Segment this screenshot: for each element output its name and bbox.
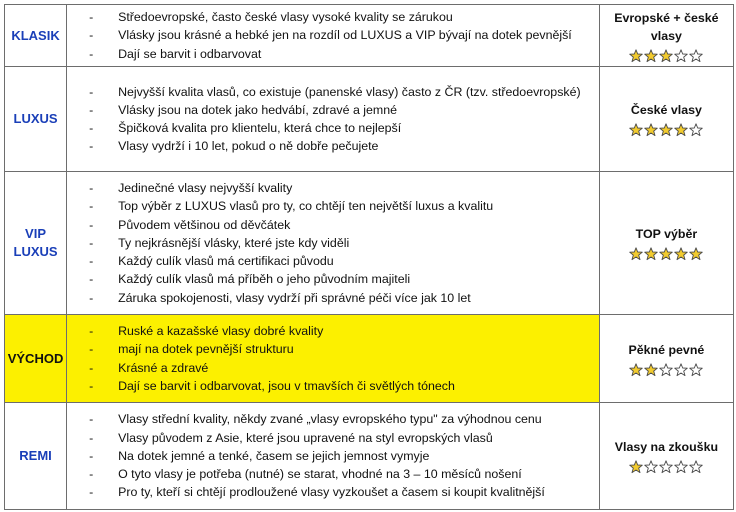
bullet-item: - mají na dotek pevnější strukturu [89, 340, 599, 358]
rating-label: Evropské + české vlasy [614, 10, 719, 43]
star-filled-icon [629, 49, 643, 63]
star-filled-icon [674, 123, 688, 137]
rating-cell [599, 403, 733, 510]
rating-cell [599, 67, 733, 172]
star-empty-icon [674, 49, 688, 63]
bullet-item: - Top výběr z LUXUS vlasů pro ty, co chtějí ten největší luxus a kvalitu [89, 197, 599, 215]
star-rating [600, 460, 733, 474]
grade-name: KLASIK [5, 5, 67, 67]
grade-name: REMI [5, 403, 67, 510]
bullet-item: - Dají se barvit i odbarvovat [89, 45, 599, 63]
bullet-list [89, 179, 599, 306]
grade-name: LUXUS [5, 67, 67, 172]
bullet-item: - Nejvyšší kvalita vlasů, co existuje (panenské vlasy) často z ČR (tzv. středoevropské) [89, 83, 599, 101]
star-empty-icon [689, 49, 703, 63]
star-empty-icon [689, 363, 703, 377]
star-filled-icon [659, 123, 673, 137]
star-filled-icon [689, 247, 703, 261]
star-rating [600, 123, 733, 137]
grade-name-text: VIP LUXUS [13, 226, 58, 259]
bullet-item: - Záruka spokojenosti, vlasy vydrží při správné péči více jak 10 let [89, 289, 599, 307]
star-empty-icon [674, 460, 688, 474]
bullet-item: - Každý culík vlasů má certifikaci původu [89, 252, 599, 270]
row-klasik [5, 5, 734, 67]
star-empty-icon [659, 460, 673, 474]
star-empty-icon [689, 123, 703, 137]
row-remi [5, 403, 734, 510]
hair-grade-comparison-table [4, 4, 734, 510]
rating-cell [599, 315, 733, 403]
bullet-item: - Vlasy původem z Asie, které jsou upravené na styl evropských vlasů [89, 429, 599, 447]
star-filled-icon [644, 49, 658, 63]
bullet-item: - Pro ty, kteří si chtějí prodloužené vlasy vyzkoušet a časem si koupit kvalitnější [89, 483, 599, 501]
bullet-item: - Vlasy střední kvality, někdy zvané „vlasy evropského typu" za výhodnou cenu [89, 410, 599, 428]
bullet-item: - Vlásky jsou na dotek jako hedvábí, zdravé a jemné [89, 101, 599, 119]
star-empty-icon [644, 460, 658, 474]
star-filled-icon [644, 363, 658, 377]
star-filled-icon [674, 247, 688, 261]
bullet-item: - Na dotek jemné a tenké, časem se jejich jemnost vymyje [89, 447, 599, 465]
star-filled-icon [629, 123, 643, 137]
star-empty-icon [689, 460, 703, 474]
bullet-item: - Špičková kvalita pro klientelu, která chce to nejlepší [89, 119, 599, 137]
star-filled-icon [659, 247, 673, 261]
bullet-item: - Středoevropské, často české vlasy vysoké kvality se zárukou [89, 8, 599, 26]
bullet-list [89, 83, 599, 156]
star-filled-icon [629, 247, 643, 261]
rating-label: Pěkné pevné [628, 342, 705, 357]
bullet-item: - Ruské a kazašské vlasy dobré kvality [89, 322, 599, 340]
bullet-item: - Vlasy vydrží i 10 let, pokud o ně dobře pečujete [89, 137, 599, 155]
star-empty-icon [674, 363, 688, 377]
star-filled-icon [644, 247, 658, 261]
rating-label: České vlasy [630, 103, 702, 117]
bullet-item: - Původem většinou od děvčátek [89, 216, 599, 234]
rating-label: Vlasy na zkoušku [614, 440, 719, 454]
star-rating [600, 363, 733, 377]
bullet-item: - Jedinečné vlasy nejvyšší kvality [89, 179, 599, 197]
bullet-item: - Každý culík vlasů má příběh o jeho původním majiteli [89, 270, 599, 288]
grade-description [67, 315, 600, 403]
row-vychod [5, 315, 734, 403]
star-rating [600, 247, 733, 261]
star-filled-icon [644, 123, 658, 137]
bullet-item: - Krásné a zdravé [89, 359, 599, 377]
rating-label: TOP výběr [635, 227, 698, 241]
star-filled-icon [659, 49, 673, 63]
bullet-item: - Vlásky jsou krásné a hebké jen na rozdíl od LUXUS a VIP bývají na dotek pevnější [89, 26, 599, 44]
star-rating [600, 49, 733, 63]
grade-description [67, 172, 600, 315]
row-luxus [5, 67, 734, 172]
grade-description [67, 5, 600, 67]
grade-name [5, 172, 67, 315]
grade-description [67, 67, 600, 172]
bullet-item: - Dají se barvit i odbarvovat, jsou v tmavších či světlých tónech [89, 377, 599, 395]
bullet-item: - Ty nejkrásnější vlásky, které jste kdy viděli [89, 234, 599, 252]
grade-description [67, 403, 600, 510]
bullet-item: - O tyto vlasy je potřeba (nutné) se starat, vhodné na 3 – 10 měsíců nošení [89, 465, 599, 483]
rating-cell [599, 172, 733, 315]
rating-cell [599, 5, 733, 67]
star-filled-icon [629, 460, 643, 474]
star-empty-icon [659, 363, 673, 377]
row-vip-luxus [5, 172, 734, 315]
star-filled-icon [629, 363, 643, 377]
grade-name: VÝCHOD [5, 315, 67, 403]
bullet-list [89, 322, 599, 395]
bullet-list [89, 410, 599, 501]
bullet-list [89, 8, 599, 63]
